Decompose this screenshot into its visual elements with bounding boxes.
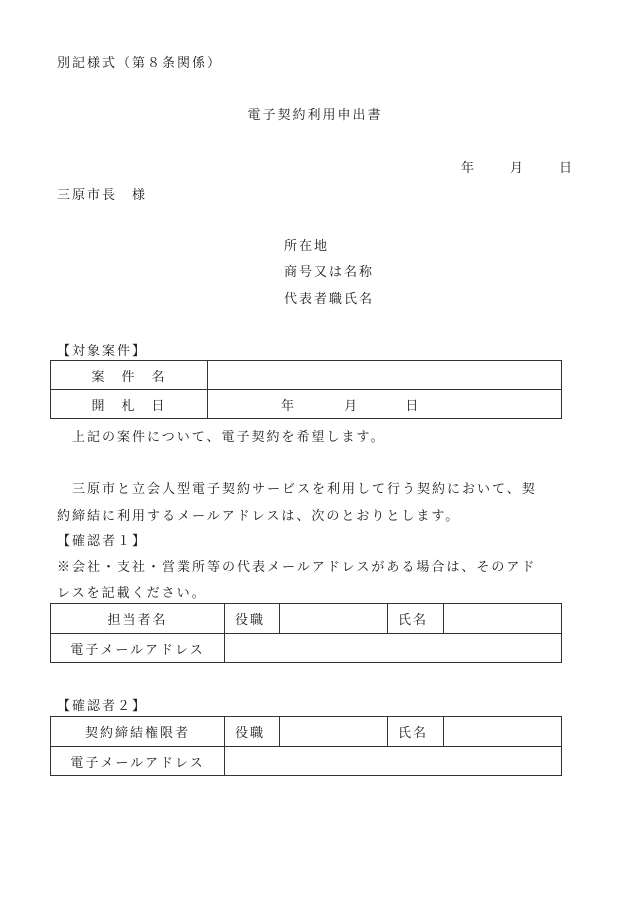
confirmer1-role-label: 担当者名 [51,604,225,634]
confirmer2-table [50,716,562,776]
opening-date-label: 開 札 日 [51,390,208,419]
target-case-table [50,360,562,419]
date-year-label: 年 [461,161,477,176]
confirmer2-email-field[interactable] [225,747,562,776]
date-month-label: 月 [510,161,526,176]
body-paragraph-line2: 約締結に利用するメールアドレスは、次のとおりとします。 [57,509,461,524]
confirmer1-name-label: 氏名 [388,604,444,634]
confirmer1-position-label: 役職 [225,604,280,634]
confirmer1-email-field[interactable] [225,634,562,663]
confirmer2-position-field[interactable] [280,717,388,747]
document-title: 電子契約利用申出書 [247,108,383,123]
date-day-label: 日 [559,161,575,176]
form-reference: 別記様式（第８条関係） [57,56,223,71]
address-label: 所在地 [284,239,330,254]
case-name-field[interactable] [208,361,562,390]
confirmer1-heading: 【確認者１】 [57,534,148,549]
confirmer2-role-label: 契約締結権限者 [51,717,225,747]
body-paragraph-line1: 三原市と立会人型電子契約サービスを利用して行う契約において、契 [72,482,537,497]
confirmer2-email-label: 電子メールアドレス [51,747,225,776]
confirmer1-table [50,603,562,663]
confirmer2-name-label: 氏名 [388,717,444,747]
company-name-label: 商号又は名称 [284,265,375,280]
opening-year-label: 年 [281,398,297,414]
confirmer1-name-field[interactable] [444,604,562,634]
confirmer2-name-field[interactable] [444,717,562,747]
request-statement: 上記の案件について、電子契約を希望します。 [72,430,386,445]
case-name-label: 案 件 名 [51,361,208,390]
representative-label: 代表者職氏名 [284,292,375,307]
opening-day-label: 日 [405,398,421,414]
addressee: 三原市長 様 [57,188,148,203]
confirmer1-note-line2: レスを記載ください。 [57,586,207,601]
opening-date-field[interactable] [208,390,562,419]
confirmer1-email-label: 電子メールアドレス [51,634,225,663]
confirmer1-position-field[interactable] [280,604,388,634]
confirmer1-note-line1: ※会社・支社・営業所等の代表メールアドレスがある場合は、そのアド [57,560,537,575]
opening-month-label: 月 [344,398,360,414]
target-section-heading: 【対象案件】 [57,344,148,359]
confirmer2-heading: 【確認者２】 [57,699,148,714]
confirmer2-position-label: 役職 [225,717,280,747]
